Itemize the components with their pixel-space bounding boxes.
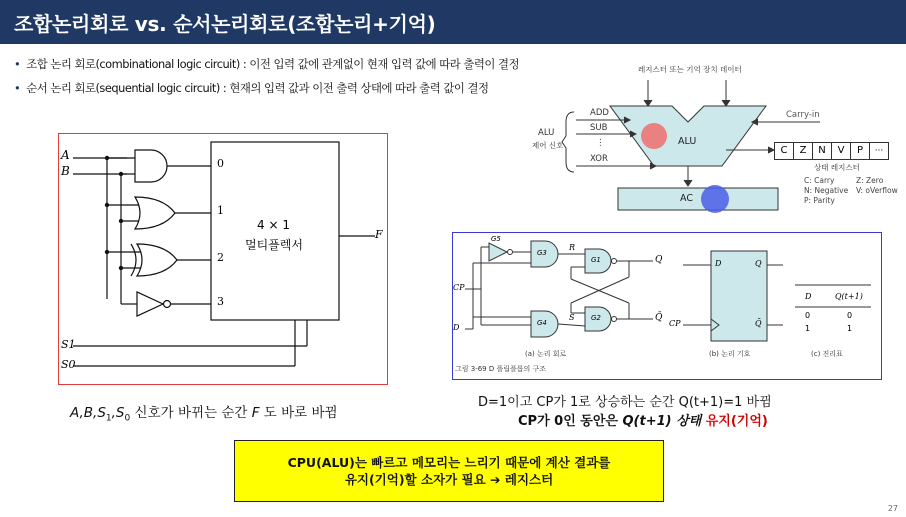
bullet-text-sequential: 순서 논리 회로(sequential logic circuit) : 현재의 입력 값과 이전 출력 상태에 따라 출력 값이 결정	[26, 81, 489, 95]
mux-diagram-panel	[58, 133, 388, 385]
flipflop-caption-2	[518, 410, 768, 429]
output-f-label: F	[375, 228, 383, 241]
status-bit-more: ···	[870, 142, 889, 160]
legend-overflow: V: oVerflow	[856, 186, 898, 195]
subcaption-a: (a) 논리 회로	[525, 350, 567, 358]
callout-line-1: CPU(ALU)는 빠르고 메모리는 느리기 때문에 계산 결과를	[287, 455, 611, 470]
mux-title-line2: 멀티플렉서	[245, 238, 303, 252]
title-bar	[0, 0, 906, 44]
mux-caption-sub2: 0	[124, 413, 131, 424]
mux-port-2: 2	[217, 251, 224, 264]
ac-register	[618, 188, 778, 210]
mux-caption-text: 신호가 바뀌는 순간	[130, 405, 252, 421]
alu-highlight-red	[641, 123, 667, 149]
or-gate-icon	[135, 197, 175, 229]
signal-s-label: S	[569, 313, 575, 322]
mux-caption-sub1: 1	[105, 413, 112, 424]
signal-qbar-label: Q̄	[655, 313, 663, 323]
bullet-combinational	[14, 56, 519, 72]
truth-header-q: Q(t+1)	[835, 292, 863, 301]
flipflop-caption-2-prefix: CP가 0인 동안은	[518, 414, 623, 429]
flipflop-caption-2-highlight: 유지(기억)	[705, 414, 768, 429]
mux-title-line1: 4 × 1	[257, 218, 290, 232]
status-register-label: 상태 레지스터	[814, 163, 860, 172]
status-bit-z: Z	[794, 142, 813, 160]
gate-g2-label: G2	[591, 314, 601, 322]
page-number: 27	[887, 504, 898, 513]
signal-cp-label: CP	[453, 283, 465, 292]
control-xor: XOR	[590, 154, 608, 164]
legend-carry: C: Carry	[804, 176, 835, 185]
signal-d-label: D	[453, 323, 460, 332]
callout-line-2: 유지(기억)할 소자가 필요 ➔ 레지스터	[344, 472, 554, 487]
alu-top-label: 레지스터 또는 기억 장치 데이터	[638, 65, 742, 74]
mux-caption-suffix: 도 바로 바뀜	[259, 405, 338, 421]
carry-in-label: Carry-in	[786, 110, 820, 120]
mux-caption	[70, 401, 338, 424]
input-b-label: B	[61, 164, 70, 178]
status-bit-p: P	[851, 142, 870, 160]
legend-zero: Z: Zero	[856, 176, 884, 185]
ff-q-label: Q	[755, 259, 762, 268]
mux-caption-var: F	[251, 405, 260, 421]
flipflop-caption-2-mid: Q(t+1) 상태	[622, 414, 706, 429]
register-callout-box	[234, 440, 664, 502]
signal-r-label: R	[569, 243, 576, 252]
truth-row2-d: 1	[805, 324, 811, 333]
alu-label: ALU	[678, 136, 697, 147]
select-s0-label: S0	[61, 358, 76, 371]
truth-row1-q: 0	[847, 311, 853, 320]
ff-qbar-label: Q̄	[755, 319, 762, 328]
mux-port-3: 3	[217, 295, 224, 308]
mux-port-1: 1	[217, 204, 224, 217]
subcaption-b: (b) 논리 기호	[709, 350, 751, 358]
gate-g4-label: G4	[537, 319, 547, 327]
slide-title: 조합논리회로 vs. 순서논리회로(조합논리+기억)	[14, 12, 436, 36]
alu-control-label-1: ALU	[538, 128, 555, 138]
mux-caption-vars: A,B,S	[70, 405, 106, 421]
xor-gate-icon	[137, 244, 177, 276]
select-s1-label: S1	[61, 338, 76, 351]
input-a-label: A	[61, 148, 70, 162]
truth-row2-q: 1	[847, 324, 853, 333]
bullet-dot-icon: •	[14, 81, 21, 95]
figure-caption: 그림 3-69 D 플립플롭의 구조	[455, 365, 547, 373]
truth-row1-d: 0	[805, 311, 811, 320]
status-bit-n: N	[813, 142, 832, 160]
bullet-dot-icon: •	[14, 57, 21, 71]
bullet-sequential	[14, 80, 489, 96]
signal-q-label: Q	[655, 255, 663, 265]
ac-label: AC	[680, 193, 693, 204]
alu-diagram	[530, 62, 900, 226]
status-register	[774, 142, 889, 160]
alu-control-label-2: 제어 신호	[532, 141, 564, 150]
not-gate-icon	[137, 292, 163, 316]
gate-g1-label: G1	[591, 256, 601, 264]
truth-header-d: D	[805, 292, 812, 301]
flipflop-diagram-panel	[452, 232, 882, 380]
mux-caption-mid: ,S	[111, 405, 125, 421]
control-ellipsis: ⋮	[596, 138, 605, 148]
ff-cp-label: CP	[669, 319, 681, 328]
and-gate-icon	[135, 150, 167, 182]
ac-highlight-blue	[701, 185, 729, 213]
flipflop-caption-1: D=1이고 CP가 1로 상승하는 순간 Q(t+1)=1 바뀜	[478, 395, 772, 410]
mux-port-0: 0	[217, 157, 224, 170]
gate-g5-label: G5	[491, 235, 501, 243]
ff-d-label: D	[715, 259, 722, 268]
status-bit-c: C	[774, 142, 794, 160]
control-add: ADD	[590, 108, 609, 118]
legend-negative: N: Negative	[804, 186, 849, 195]
legend-parity: P: Parity	[804, 196, 835, 205]
status-bit-v: V	[832, 142, 851, 160]
gate-g3-label: G3	[537, 249, 547, 257]
subcaption-c: (c) 진리표	[811, 350, 843, 358]
bullet-text-combinational: 조합 논리 회로(combinational logic circuit) : 이전 입력 값에 관계없이 현재 입력 값에 따라 출력이 결정	[26, 57, 520, 71]
control-sub: SUB	[590, 123, 608, 133]
